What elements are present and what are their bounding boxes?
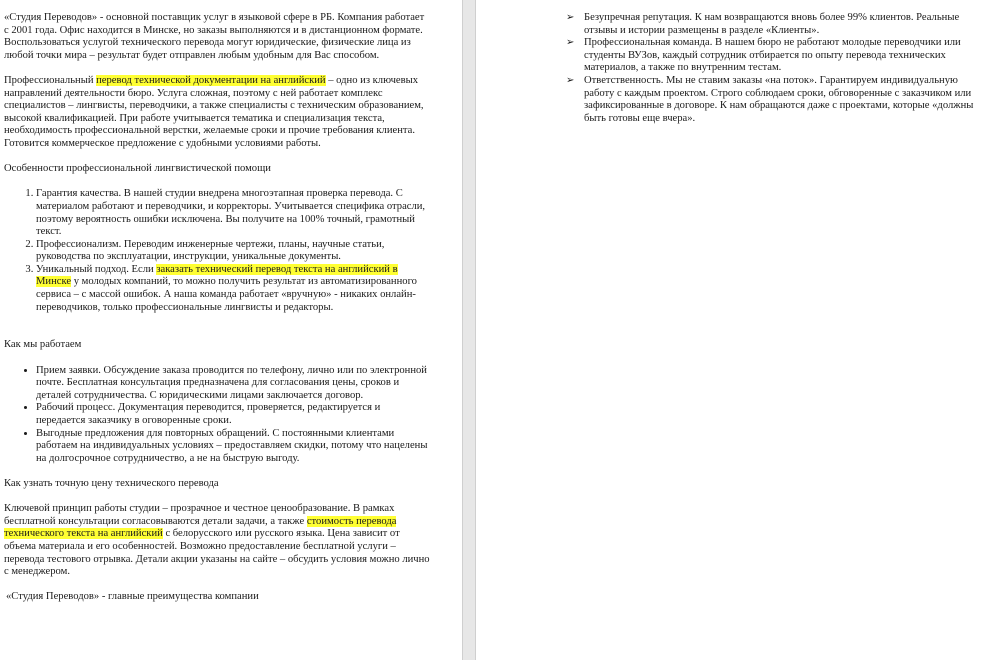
- text-run: Профессиональный: [4, 74, 97, 86]
- highlighted-keyword: стоимость перевода технического текста на английский: [4, 515, 397, 540]
- arrow-bullet-icon: ➢: [566, 74, 575, 86]
- empty-line: [4, 327, 430, 340]
- intro-paragraph: «Студия Переводов» - основной поставщик услуг в языковой сфере в РБ. Компания работает с 2001 года. Офис находится в Минске, но заказы выполняются и в дистанционном формате. Воспользоваться услугой технического перевода могут юридические, физические лица из любой точки мира – результат будет отправлен любым удобным для Вас способом.: [4, 12, 425, 61]
- list-item: [566, 74, 976, 125]
- arrow-bullet-icon: ➢: [566, 37, 575, 49]
- text-run: – одно из ключевых направлений деятельности бюро. Услуга сложная, поэтому с ней работает комплекс специалистов – лингвисты, переводчики, а также специалисты с техническим образованием, высокой квалификацией. При работе учитывается тематика и специализация текста, необходимость профессиональной верстки, желаемые сроки и прочие требования клиента. Готовится коммерческое предложение с удобными условиями работы.: [4, 74, 424, 149]
- text-run: у молодых компаний, то можно получить результат из автоматизированного сервиса – с массой ошибок. А наша команда работает «вручную» - никаких онлайн-переводчиков, только профессиональные лингвисты и редакторы.: [36, 276, 417, 313]
- text-run: Ответственность. Мы не ставим заказы «на поток». Гарантируем индивидуальную работу с каждым проектом. Строго соблюдаем сроки, обговоренные с заказчиком или зафиксированные в договоре. К нам обращаются даже с проектами, которые «должны быть готовы еще вчера».: [584, 74, 974, 124]
- advantages-heading: «Студия Переводов» - главные преимущества компании: [6, 591, 259, 603]
- advantages-list: [566, 12, 976, 125]
- text-run: Уникальный подход. Если: [36, 263, 157, 275]
- highlighted-keyword: перевод технической документации на английский: [96, 74, 326, 86]
- page-left-content: [4, 12, 430, 617]
- list-item: [566, 37, 976, 75]
- list-item: [36, 188, 430, 238]
- text-run: Профессионализм. Переводим инженерные чертежи, планы, научные статьи, руководства по эксплуатации, инструкции, уникальные документы.: [36, 238, 385, 263]
- list-item: • Рабочий процесс. Документация переводится, проверяется, редактируется и передается заказчику в оговоренные сроки.: [36, 402, 430, 427]
- price-heading: Как узнать точную цену технического перевода: [4, 477, 219, 489]
- list-item: • Прием заявки. Обсуждение заказа проводится по телефону, лично или по электронной почте. Бесплатная консультация предназначена для согласования цены, сроков и деталей сотрудничества. С юридическими лицами заключается договор.: [36, 365, 430, 403]
- text-run: Безупречная репутация. К нам возвращаются вновь более 99% клиентов. Реальные отзывы и истории размещены в разделе «Клиенты».: [584, 12, 960, 36]
- list-item: [36, 264, 430, 314]
- how-we-work-heading: Как мы работаем: [4, 339, 82, 351]
- technical-translation-paragraph: [4, 75, 430, 151]
- features-list: [4, 188, 430, 314]
- text-run: Профессиональная команда. В нашем бюро не работают молодые переводчики или студенты ВУЗов, каждый сотрудник отбирается по опыту перевода технических материалов, а также по внутренним тестам.: [584, 37, 961, 74]
- page-right-content: [566, 12, 976, 125]
- features-heading: Особенности профессиональной лингвистической помощи: [4, 163, 271, 175]
- highlighted-keyword: заказать технический перевод текста на английский в Минске: [36, 263, 398, 288]
- text-run: Ключевой принцип работы студии – прозрачное и честное ценообразование. В рамках бесплатной консультации согласовываются детали задачи, а также: [4, 503, 395, 527]
- arrow-bullet-icon: ➢: [566, 12, 575, 23]
- text-run: Гарантия качества. В нашей студии внедрена многоэтапная проверка перевода. С материалом работают и переводчики, и корректоры. Учитывается специфика отрасли, поэтому вероятность ошибки исключена. Вы получите на 100% точный, грамотный текст.: [36, 188, 426, 238]
- document-page-left: [0, 0, 462, 660]
- price-paragraph: [4, 503, 430, 579]
- how-we-work-list: [4, 365, 430, 466]
- document-page-right: [476, 0, 1000, 660]
- page-gutter: [462, 0, 476, 660]
- list-item: [566, 12, 976, 37]
- list-item: • Выгодные предложения для повторных обращений. С постоянными клиентами работаем на индивидуальных условиях – предоставляем скидки, потому что нацелены на долгосрочное сотрудничество, а не на быструю выгоду.: [36, 428, 430, 466]
- list-item: [36, 239, 430, 264]
- text-run: с белорусского или русского языка. Цена зависит от объема материала и его особенностей. Возможно предоставление бесплатной услуги – перевода тестового отрывка. Детали акции указаны на сайте – обсудить условия можно лично с менеджером.: [4, 528, 430, 578]
